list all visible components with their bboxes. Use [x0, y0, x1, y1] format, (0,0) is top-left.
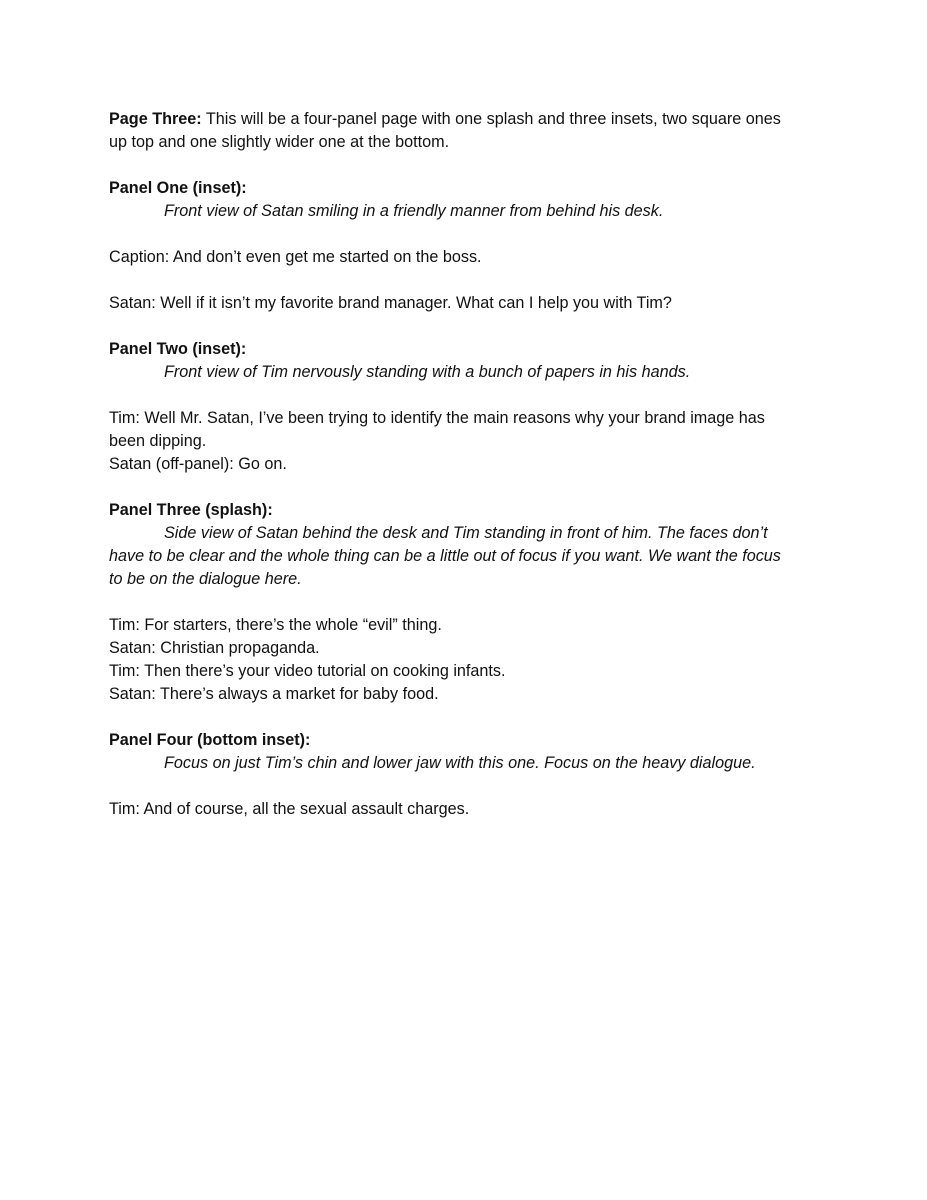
dialogue-line: Tim: For starters, there’s the whole “evil” thing.	[109, 616, 442, 634]
panel-four-dialogue: Tim: And of course, all the sexual assault charges.	[109, 800, 470, 818]
panel-one-dialogue: Satan: Well if it isn’t my favorite brand manager. What can I help you with Tim?	[109, 294, 672, 312]
panel-three-description-line: Side view of Satan behind the desk and Tim standing in front of him. The faces don’t	[164, 524, 768, 542]
panel-one-block	[109, 177, 814, 223]
panel-four-dialogue-block	[109, 798, 814, 821]
panel-one-description: Front view of Satan smiling in a friendly manner from behind his desk.	[164, 202, 664, 220]
page-heading: Page Three:	[109, 110, 202, 128]
panel-three-description-line: have to be clear and the whole thing can be a little out of focus if you want. We want the focus	[109, 547, 781, 565]
page-intro	[109, 108, 814, 154]
panel-two-dialogue-block	[109, 407, 814, 476]
panel-four-heading: Panel Four (bottom inset):	[109, 731, 311, 749]
panel-four-description: Focus on just Tim’s chin and lower jaw with this one. Focus on the heavy dialogue.	[164, 754, 756, 772]
panel-two-dialogue-line: Tim: Well Mr. Satan, I’ve been trying to identify the main reasons why your brand image has	[109, 409, 765, 427]
panel-one-dialogue-block	[109, 292, 814, 315]
script-body	[109, 108, 814, 844]
panel-two-dialogue-line: Satan (off-panel): Go on.	[109, 455, 287, 473]
intro-line-2: up top and one slightly wider one at the bottom.	[109, 133, 450, 151]
panel-two-dialogue-line: been dipping.	[109, 432, 207, 450]
panel-two-heading: Panel Two (inset):	[109, 340, 247, 358]
panel-one-caption: Caption: And don’t even get me started on the boss.	[109, 248, 482, 266]
dialogue-line: Satan: Christian propaganda.	[109, 639, 320, 657]
panel-three-block	[109, 499, 814, 591]
panel-three-description-line: to be on the dialogue here.	[109, 570, 302, 588]
panel-four-block	[109, 729, 814, 775]
panel-two-description: Front view of Tim nervously standing with a bunch of papers in his hands.	[164, 363, 691, 381]
dialogue-line: Satan: There’s always a market for baby food.	[109, 685, 439, 703]
panel-three-dialogue-block	[109, 614, 814, 706]
intro-text-1: This will be a four-panel page with one splash and three insets, two square ones	[205, 110, 781, 128]
panel-two-block	[109, 338, 814, 384]
panel-one-caption-block	[109, 246, 814, 269]
dialogue-line: Tim: Then there’s your video tutorial on cooking infants.	[109, 662, 506, 680]
intro-line-1	[109, 108, 814, 131]
panel-three-heading: Panel Three (splash):	[109, 501, 273, 519]
panel-one-heading: Panel One (inset):	[109, 179, 247, 197]
